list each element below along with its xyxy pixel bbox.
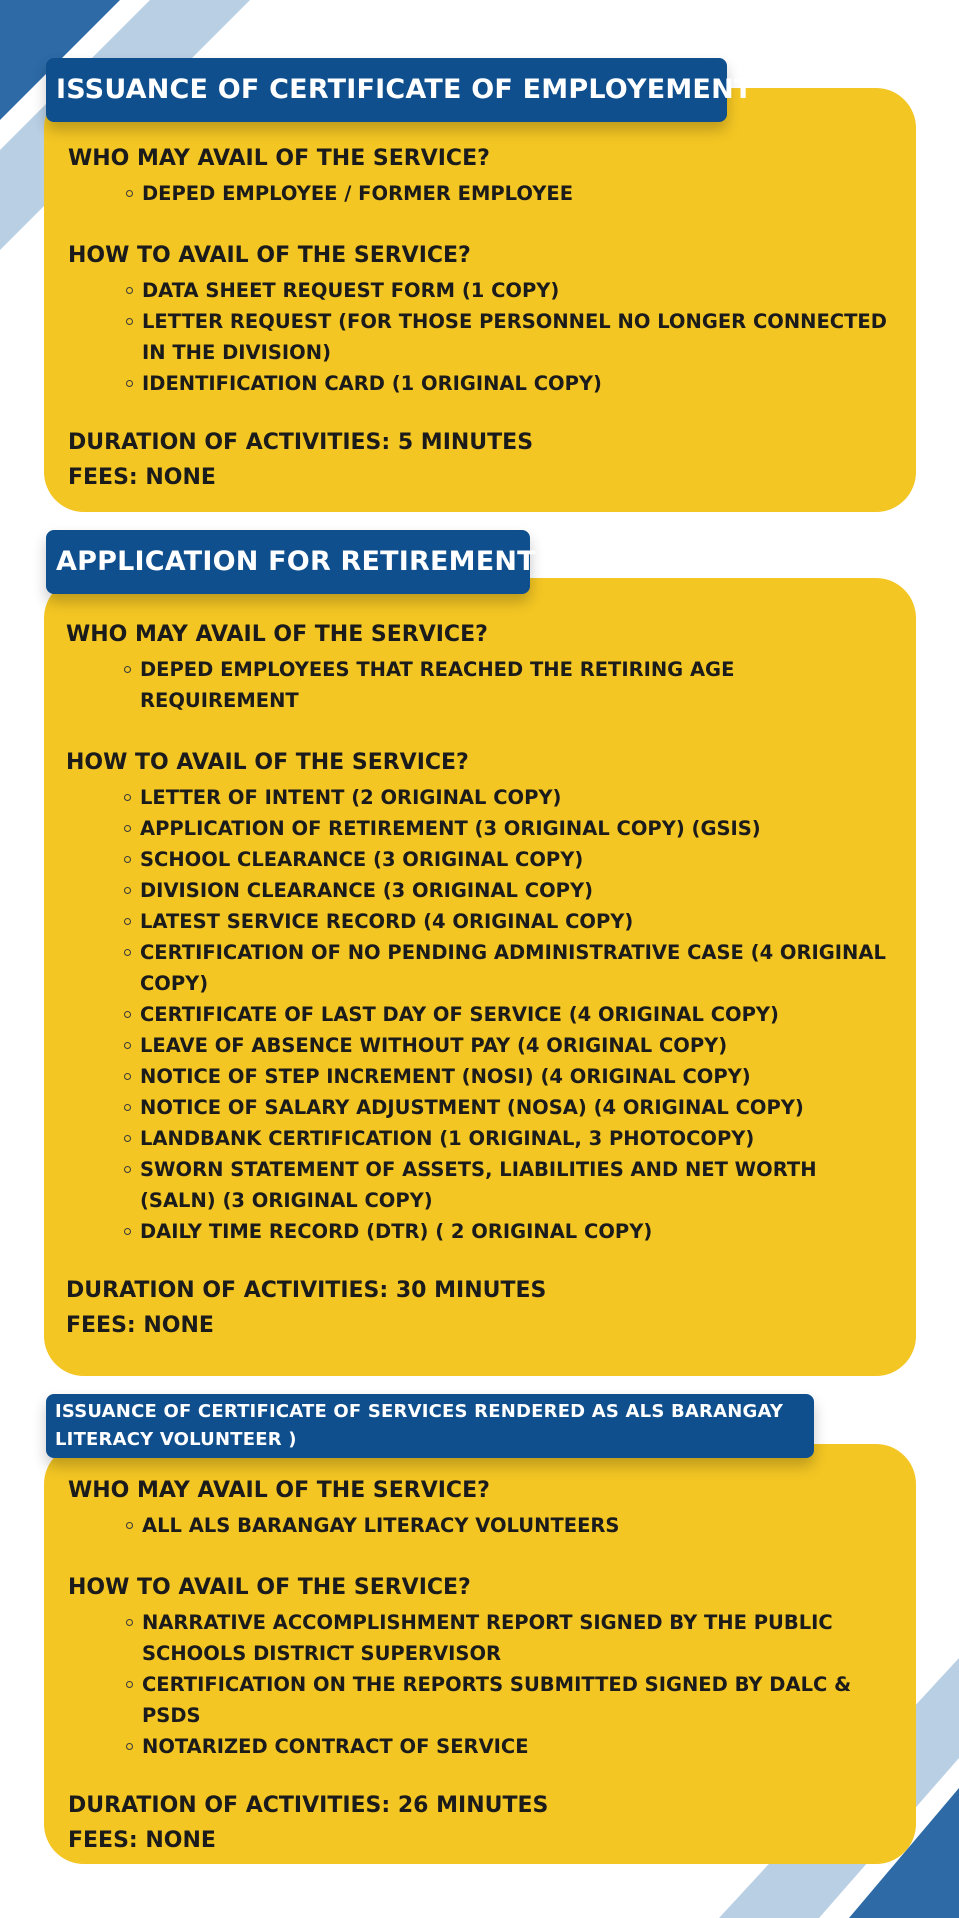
list-item: ALL ALS BARANGAY LITERACY VOLUNTEERS <box>142 1510 898 1541</box>
list-item: SCHOOL CLEARANCE (3 ORIGINAL COPY) <box>140 844 896 875</box>
bullet-icon <box>124 1166 131 1173</box>
list-item: IDENTIFICATION CARD (1 ORIGINAL COPY) <box>142 368 898 399</box>
bullet-icon <box>124 1228 131 1235</box>
list-item: CERTIFICATE OF LAST DAY OF SERVICE (4 ORIGINAL COPY) <box>140 999 896 1030</box>
list-item: APPLICATION OF RETIREMENT (3 ORIGINAL COPY) (GSIS) <box>140 813 896 844</box>
bullet-icon <box>126 1619 133 1626</box>
bullet-icon <box>124 918 131 925</box>
how-list <box>142 1607 898 1762</box>
bullet-icon <box>126 380 133 387</box>
section-title: ISSUANCE OF CERTIFICATE OF SERVICES RENDERED AS ALS BARANGAY LITERACY VOLUNTEER ) <box>46 1394 814 1458</box>
section-title: APPLICATION FOR RETIREMENT <box>46 530 530 594</box>
bullet-icon <box>124 1104 131 1111</box>
list-item: LEAVE OF ABSENCE WITHOUT PAY (4 ORIGINAL COPY) <box>140 1030 896 1061</box>
bullet-icon <box>124 856 131 863</box>
how-heading: HOW TO AVAIL OF THE SERVICE? <box>68 1575 471 1600</box>
bullet-icon <box>126 1743 133 1750</box>
list-item: LETTER REQUEST (FOR THOSE PERSONNEL NO LONGER CONNECTED IN THE DIVISION) <box>142 306 898 368</box>
who-list <box>142 178 898 209</box>
how-heading: HOW TO AVAIL OF THE SERVICE? <box>66 750 469 775</box>
list-item: NOTARIZED CONTRACT OF SERVICE <box>142 1731 898 1762</box>
list-item: DATA SHEET REQUEST FORM (1 COPY) <box>142 275 898 306</box>
who-heading: WHO MAY AVAIL OF THE SERVICE? <box>68 1478 490 1503</box>
list-item: CERTIFICATION OF NO PENDING ADMINISTRATIVE CASE (4 ORIGINAL COPY) <box>140 937 896 999</box>
bullet-icon <box>124 825 131 832</box>
list-item: DAILY TIME RECORD (DTR) ( 2 ORIGINAL COPY) <box>140 1216 896 1247</box>
list-item: LETTER OF INTENT (2 ORIGINAL COPY) <box>140 782 896 813</box>
how-list <box>140 782 896 1247</box>
bullet-icon <box>124 1135 131 1142</box>
fees-text: FEES: NONE <box>68 465 216 490</box>
section-title: ISSUANCE OF CERTIFICATE OF EMPLOYEMENT <box>46 58 727 122</box>
bullet-icon <box>124 887 131 894</box>
bullet-icon <box>124 1011 131 1018</box>
fees-text: FEES: NONE <box>66 1313 214 1338</box>
list-item: SWORN STATEMENT OF ASSETS, LIABILITIES AND NET WORTH (SALN) (3 ORIGINAL COPY) <box>140 1154 896 1216</box>
who-heading: WHO MAY AVAIL OF THE SERVICE? <box>66 622 488 647</box>
bullet-icon <box>126 287 133 294</box>
section-content <box>68 144 898 495</box>
bullet-icon <box>124 1042 131 1049</box>
who-list <box>140 654 896 716</box>
how-list <box>142 275 898 399</box>
list-item: LATEST SERVICE RECORD (4 ORIGINAL COPY) <box>140 906 896 937</box>
bullet-icon <box>126 190 133 197</box>
bullet-icon <box>124 666 131 673</box>
list-item: NARRATIVE ACCOMPLISHMENT REPORT SIGNED BY THE PUBLIC SCHOOLS DISTRICT SUPERVISOR <box>142 1607 898 1669</box>
section-content <box>66 620 896 1343</box>
section-content <box>68 1476 898 1858</box>
bullet-icon <box>124 949 131 956</box>
list-item: CERTIFICATION ON THE REPORTS SUBMITTED SIGNED BY DALC & PSDS <box>142 1669 898 1731</box>
duration-text: DURATION OF ACTIVITIES: 30 MINUTES <box>66 1278 547 1303</box>
list-item: DEPED EMPLOYEE / FORMER EMPLOYEE <box>142 178 898 209</box>
bullet-icon <box>126 1522 133 1529</box>
bullet-icon <box>126 318 133 325</box>
bullet-icon <box>124 1073 131 1080</box>
list-item: NOTICE OF SALARY ADJUSTMENT (NOSA) (4 ORIGINAL COPY) <box>140 1092 896 1123</box>
duration-text: DURATION OF ACTIVITIES: 26 MINUTES <box>68 1793 549 1818</box>
list-item: DIVISION CLEARANCE (3 ORIGINAL COPY) <box>140 875 896 906</box>
bullet-icon <box>124 794 131 801</box>
list-item: LANDBANK CERTIFICATION (1 ORIGINAL, 3 PHOTOCOPY) <box>140 1123 896 1154</box>
who-heading: WHO MAY AVAIL OF THE SERVICE? <box>68 146 490 171</box>
list-item: NOTICE OF STEP INCREMENT (NOSI) (4 ORIGINAL COPY) <box>140 1061 896 1092</box>
list-item: DEPED EMPLOYEES THAT REACHED THE RETIRING AGE REQUIREMENT <box>140 654 896 716</box>
bullet-icon <box>126 1681 133 1688</box>
duration-text: DURATION OF ACTIVITIES: 5 MINUTES <box>68 430 534 455</box>
fees-text: FEES: NONE <box>68 1828 216 1853</box>
how-heading: HOW TO AVAIL OF THE SERVICE? <box>68 243 471 268</box>
who-list <box>142 1510 898 1541</box>
